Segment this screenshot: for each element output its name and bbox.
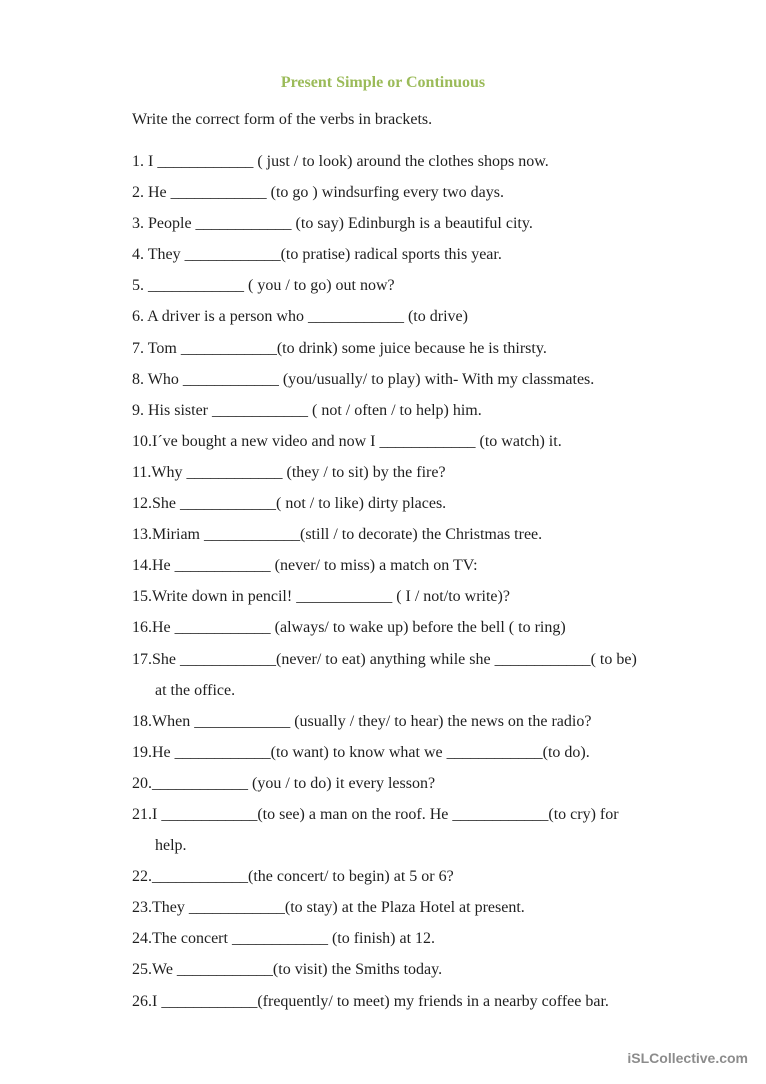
exercise-item — [132, 270, 732, 301]
exercise-text: 11.Why ____________ (they / to sit) by the fire? — [132, 463, 446, 481]
exercise-text: 3. People ____________ (to say) Edinburgh is a beautiful city. — [132, 215, 533, 233]
exercise-item — [132, 581, 732, 612]
exercise-item — [132, 457, 732, 488]
exercise-item — [132, 706, 732, 737]
exercise-item — [132, 177, 732, 208]
exercise-text: 20.____________ (you / to do) it every lesson? — [132, 774, 436, 792]
exercise-text: 22.____________(the concert/ to begin) at 5 or 6? — [132, 868, 454, 886]
exercise-text: 19.He ____________(to want) to know what we ____________(to do). — [132, 743, 590, 761]
exercise-text: 14.He ____________ (never/ to miss) a match on TV: — [132, 557, 478, 575]
exercise-text: 8. Who ____________ (you/usually/ to play) with- With my classmates. — [132, 370, 595, 388]
exercise-item — [132, 986, 732, 1017]
exercise-text: 16.He ____________ (always/ to wake up) before the bell ( to ring) — [132, 619, 566, 637]
exercise-continuation: help. — [155, 837, 187, 855]
exercise-text: 1. I ____________ ( just / to look) around the clothes shops now. — [132, 153, 549, 170]
exercise-item — [132, 395, 732, 426]
exercise-continuation: at the office. — [155, 681, 236, 699]
exercise-text: 2. He ____________ (to go ) windsurfing every two days. — [132, 184, 504, 202]
exercise-item — [132, 239, 732, 270]
exercise-text: 7. Tom ____________(to drink) some juice because he is thirsty. — [132, 339, 547, 357]
exercise-item — [132, 861, 732, 892]
exercise-item — [132, 768, 732, 799]
exercise-text: 23.They ____________(to stay) at the Plaza Hotel at present. — [132, 899, 525, 917]
exercise-text: 10.I´ve bought a new video and now I ____________ (to watch) it. — [132, 432, 562, 450]
exercise-text: 26.I ____________(frequently/ to meet) my friends in a nearby coffee bar. — [132, 992, 609, 1010]
watermark: iSLCollective.com — [627, 1050, 748, 1066]
exercise-item — [132, 737, 732, 768]
exercise-text: 12.She ____________( not / to like) dirty places. — [132, 495, 447, 513]
exercise-item — [132, 954, 732, 985]
exercise-item — [132, 892, 732, 923]
exercise-text: 4. They ____________(to pratise) radical sports this year. — [132, 246, 502, 264]
exercise-item — [132, 923, 732, 954]
exercise-item — [132, 519, 732, 550]
exercise-item — [132, 799, 732, 861]
exercise-item — [132, 146, 732, 177]
exercise-text: 25.We ____________(to visit) the Smiths today. — [132, 961, 443, 979]
exercise-text: 6. A driver is a person who ____________ (to drive) — [132, 308, 468, 326]
exercise-item — [132, 550, 732, 581]
exercise-item — [132, 208, 732, 239]
exercise-item — [132, 364, 732, 395]
exercise-text: 9. His sister ____________ ( not / often / to help) him. — [132, 401, 482, 419]
exercise-item — [132, 426, 732, 457]
instruction-text: Write the correct form of the verbs in brackets. — [132, 111, 433, 128]
exercise-item — [132, 612, 732, 643]
exercise-item — [132, 333, 732, 364]
exercise-text: 17.She ____________(never/ to eat) anything while she ____________( to be) — [132, 650, 637, 668]
exercise-text: 15.Write down in pencil! ____________ ( I / not/to write)? — [132, 588, 510, 606]
exercise-list — [132, 146, 732, 1017]
exercise-text: 24.The concert ____________ (to finish) at 12. — [132, 930, 436, 948]
exercise-text: 21.I ____________(to see) a man on the roof. He ____________(to cry) for — [132, 805, 619, 823]
exercise-text: 18.When ____________ (usually / they/ to hear) the news on the radio? — [132, 712, 592, 730]
exercise-text: 13.Miriam ____________(still / to decorate) the Christmas tree. — [132, 526, 543, 544]
worksheet-title: Present Simple or Continuous — [280, 74, 486, 91]
exercise-item — [132, 488, 732, 519]
exercise-text: 5. ____________ ( you / to go) out now? — [132, 277, 395, 295]
exercise-item — [132, 301, 732, 332]
exercise-item — [132, 644, 732, 706]
